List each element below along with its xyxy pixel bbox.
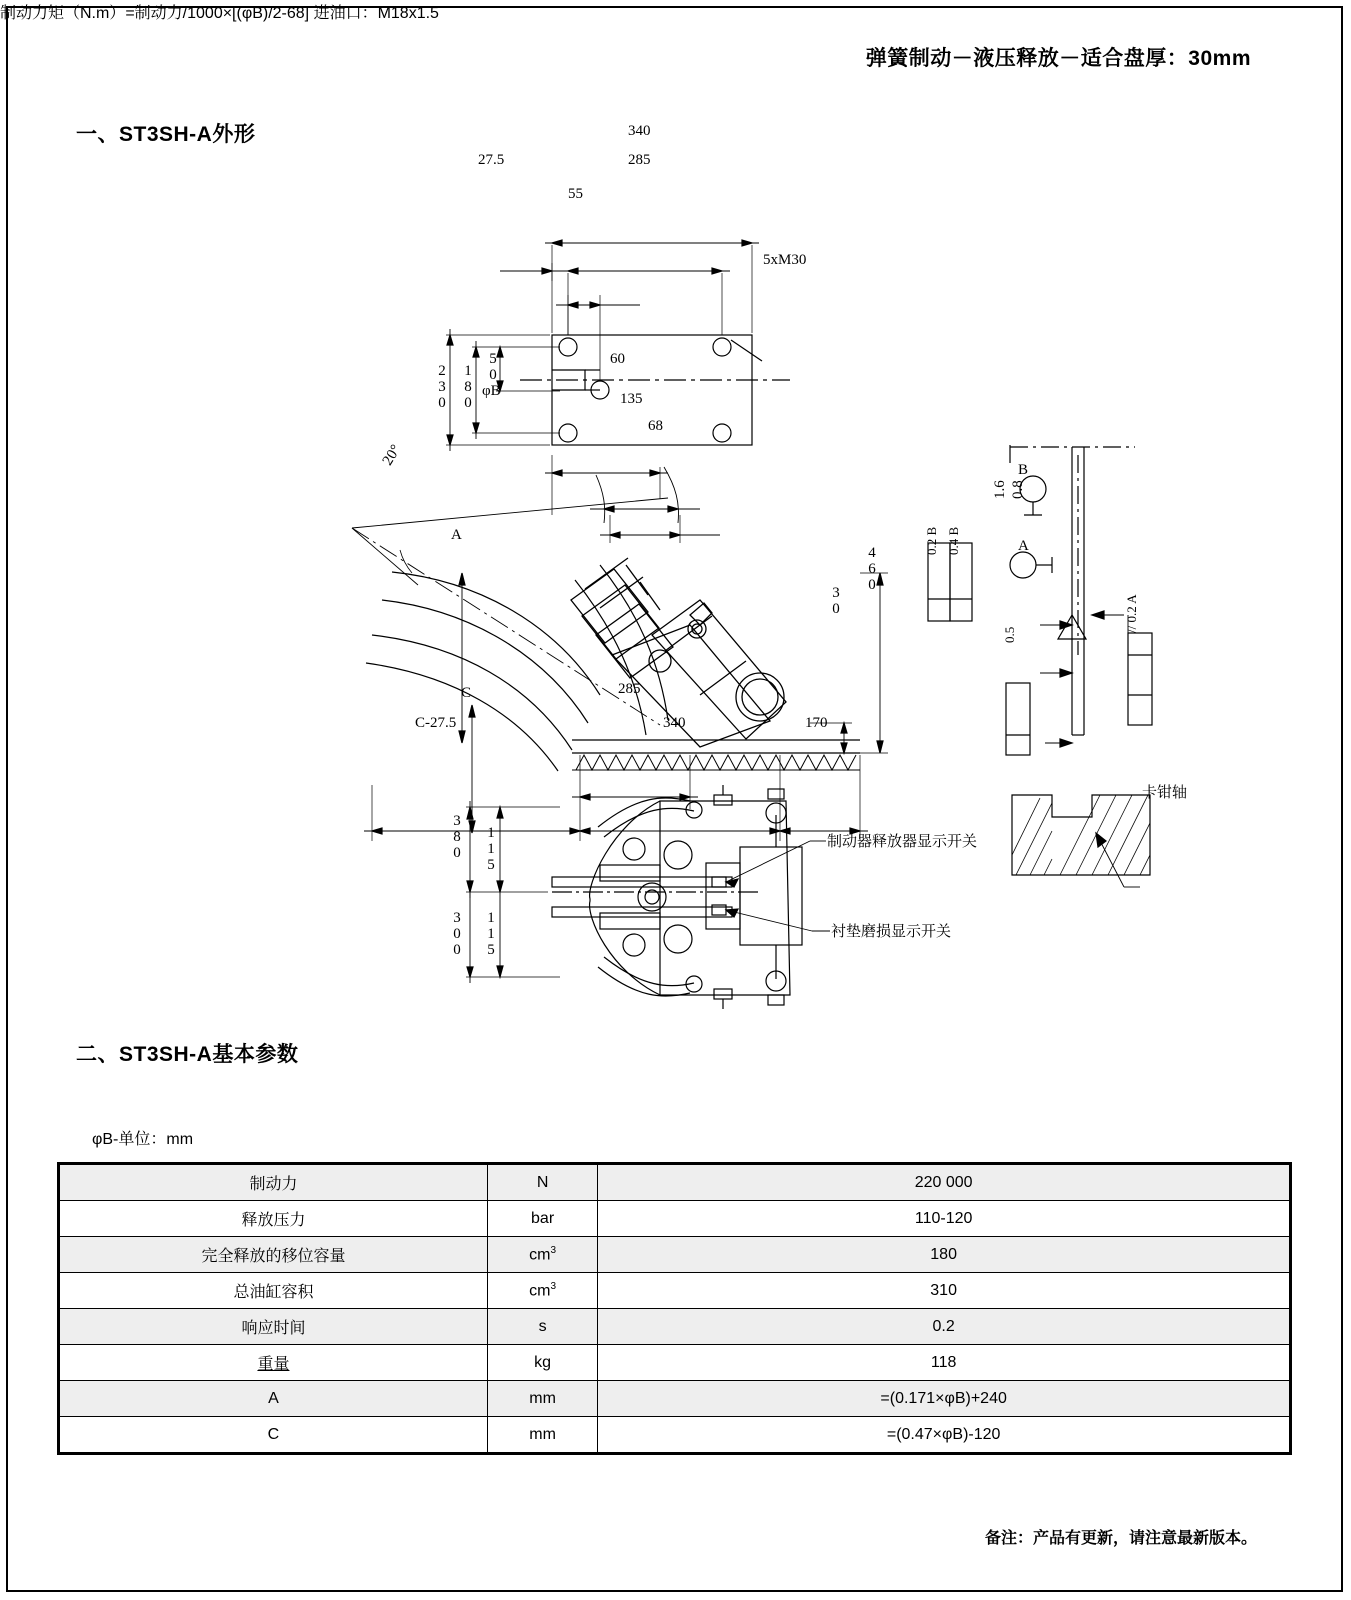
dim-front-115-b: 115 xyxy=(483,910,499,958)
param-unit: mm xyxy=(487,1381,597,1417)
table-row xyxy=(59,1345,1291,1381)
formula-phib-unit: φB-单位：mm xyxy=(92,1131,194,1148)
datum-B-label: B xyxy=(1018,462,1029,478)
dim-top-180: 180 xyxy=(460,363,476,411)
table-row xyxy=(59,1201,1291,1237)
dim-side-30: 30 xyxy=(828,585,844,617)
label-caliper-shaft: 卡钳轴 xyxy=(1142,784,1188,801)
label-wear-switch: 衬垫磨损显示开关 xyxy=(831,923,952,940)
param-value: =(0.47×φB)-120 xyxy=(598,1417,1291,1454)
dim-side-C: C xyxy=(461,685,472,701)
dim-side-60: 60 xyxy=(610,351,625,367)
table-row xyxy=(59,1164,1291,1201)
param-value: 180 xyxy=(598,1237,1291,1273)
dim-front-115-a: 115 xyxy=(483,825,499,873)
dim-side-phib: φB xyxy=(482,383,501,399)
dim-side-A: A xyxy=(451,527,462,543)
section-2-title: 二、ST3SH-A基本参数 xyxy=(76,1043,299,1066)
dim-top-50: 50 xyxy=(485,351,501,383)
param-name: 完全释放的移位容量 xyxy=(59,1237,488,1273)
dim-side-c275: C-27.5 xyxy=(415,715,457,731)
table-row xyxy=(59,1237,1291,1273)
param-name: 响应时间 xyxy=(59,1309,488,1345)
param-name-text: 重量 xyxy=(257,1356,290,1373)
param-unit xyxy=(487,1237,597,1273)
table-row xyxy=(59,1417,1291,1454)
dim-side-460: 460 xyxy=(864,545,880,593)
dim-side-170: 170 xyxy=(805,715,828,731)
drawing-svg xyxy=(0,95,1351,1035)
dim-thread-5xm30: 5xM30 xyxy=(763,252,807,268)
unit-text: cm xyxy=(529,1282,551,1300)
table-row xyxy=(59,1309,1291,1345)
unit-text: cm xyxy=(529,1246,551,1264)
param-name: 释放压力 xyxy=(59,1201,488,1237)
section-1-title: 一、ST3SH-A外形 xyxy=(76,123,256,146)
param-name xyxy=(59,1345,488,1381)
footer-note: 备注：产品有更新，请注意最新版本。 xyxy=(984,1530,1257,1547)
param-value: 220 000 xyxy=(598,1164,1291,1201)
dim-side-20deg: 20° xyxy=(379,442,405,469)
document-header-title: 弹簧制动－液压释放－适合盘厚：30mm xyxy=(865,47,1251,70)
param-unit: bar xyxy=(487,1201,597,1237)
technical-drawing xyxy=(0,95,1351,1035)
dim-top-230: 230 xyxy=(434,363,450,411)
table-row xyxy=(59,1273,1291,1309)
param-unit: mm xyxy=(487,1417,597,1454)
dim-front-300: 300 xyxy=(449,910,465,958)
unit-exponent: 3 xyxy=(550,1280,557,1292)
tolerance-0-2-B: 0.2 B xyxy=(924,526,939,555)
dim-top-340: 340 xyxy=(628,123,651,139)
dim-side-135: 135 xyxy=(620,391,643,407)
param-value: 110-120 xyxy=(598,1201,1291,1237)
param-value: 118 xyxy=(598,1345,1291,1381)
dim-front-380: 380 xyxy=(449,813,465,861)
param-unit: kg xyxy=(487,1345,597,1381)
table-row xyxy=(59,1381,1291,1417)
label-release-switch: 制动器释放器显示开关 xyxy=(827,833,978,850)
formula-brake-torque: 制动力矩（N.m）=制动力/1000×[(φB)/2-68] 进油口：M18x1.5 xyxy=(0,5,439,22)
param-name: 制动力 xyxy=(59,1164,488,1201)
param-value: =(0.171×φB)+240 xyxy=(598,1381,1291,1417)
dim-side-340: 340 xyxy=(663,715,686,731)
parameters-table xyxy=(57,1162,1292,1455)
dim-top-55: 55 xyxy=(568,186,583,202)
param-unit: N xyxy=(487,1164,597,1201)
unit-exponent: 3 xyxy=(550,1244,557,1256)
dim-top-27_5: 27.5 xyxy=(478,152,505,168)
dim-side-68: 68 xyxy=(648,418,663,434)
param-unit xyxy=(487,1273,597,1309)
param-name: 总油缸容积 xyxy=(59,1273,488,1309)
param-unit: s xyxy=(487,1309,597,1345)
param-value: 310 xyxy=(598,1273,1291,1309)
param-value: 0.2 xyxy=(598,1309,1291,1345)
tolerance-0-4-B: 0.4 B xyxy=(946,526,961,555)
dim-top-285: 285 xyxy=(628,152,651,168)
tolerance-parallel-0-2-A: // 0.2 A xyxy=(1124,594,1139,633)
roughness-1-6: 1.6 xyxy=(992,480,1008,499)
tolerance-0-5: 0.5 xyxy=(1002,626,1017,643)
param-name: A xyxy=(59,1381,488,1417)
roughness-0-8: 0.8 xyxy=(1010,480,1026,499)
dim-side-285: 285 xyxy=(618,681,641,697)
datum-A-label: A xyxy=(1018,538,1029,554)
param-name: C xyxy=(59,1417,488,1454)
